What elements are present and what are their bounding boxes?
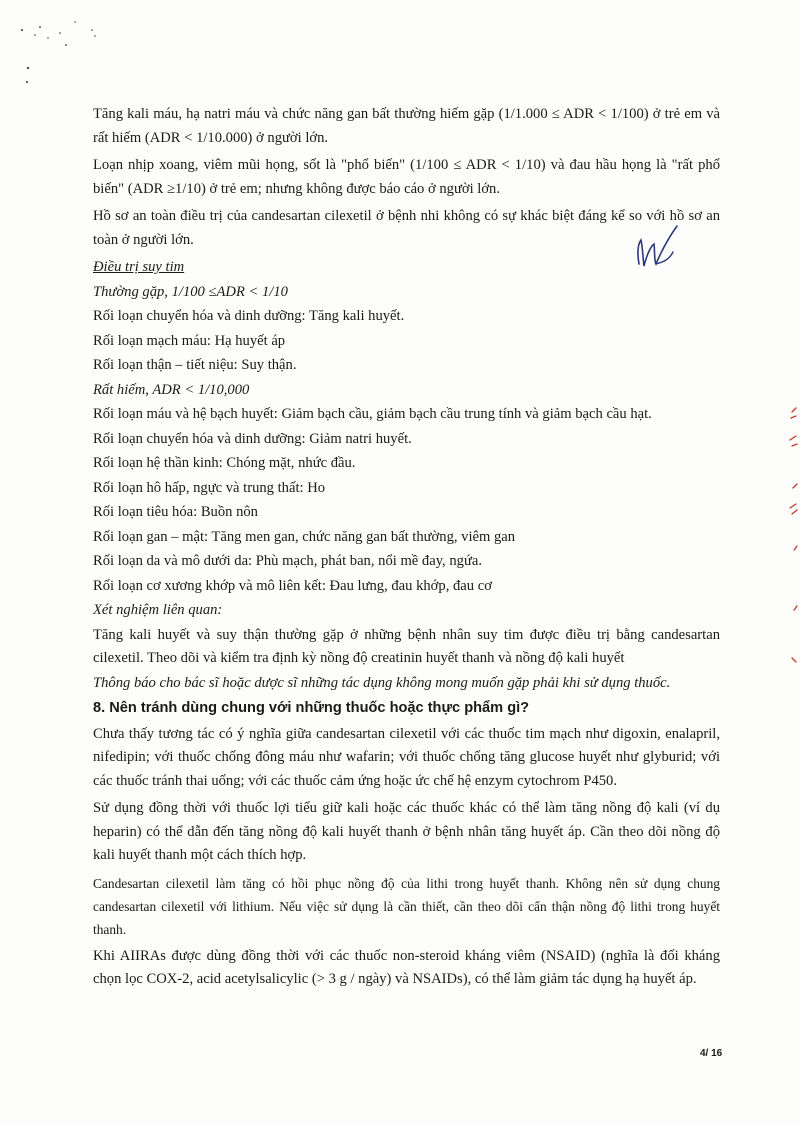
list-item: Rối loạn tiêu hóa: Buồn nôn bbox=[93, 504, 258, 520]
list-item: Rối loạn da và mô dưới da: Phù mạch, phát ban, nổi mề đay, ngứa. bbox=[93, 553, 482, 569]
interaction-paragraph-cardio: Chưa thấy tương tác có ý nghĩa giữa candesartan cilexetil với các thuốc tim mạch như digoxin, enalapril, nifedipin; với thuốc chống đông máu như wafarin; với thuốc chống tăng glucose huyết như glyburid; với các thuốc tránh thai uống; với các thuốc cảm ứng hoặc ức chế hệ enzym cytochrom P450. bbox=[93, 725, 720, 789]
interaction-paragraph-nsaid: Khi AIIRAs được dùng đồng thời với các thuốc non-steroid kháng viêm (NSAID) (nghĩa là đối kháng chọn lọc COX-2, acid acetylsalicylic (> 3 g / ngày) và NSAIDs), có thể làm giảm tác dụng hạ huyết áp. bbox=[93, 947, 720, 987]
list-item: Rối loạn thận – tiết niệu: Suy thận. bbox=[93, 357, 297, 373]
adverse-effects-notice: Thông báo cho bác sĩ hoặc dược sĩ những tác dụng không mong muốn gặp phải khi sử dụng thuốc. bbox=[93, 674, 671, 691]
list-item: Rối loạn hô hấp, ngực và trung thất: Ho bbox=[93, 479, 326, 496]
list-item: Rối loạn máu và hệ bạch huyết: Giảm bạch cầu, giảm bạch cầu trung tính và giảm bạch cầu hạt. bbox=[93, 406, 652, 422]
list-item: Rối loạn cơ xương khớp và mô liên kết: Đau lưng, đau khớp, đau cơ bbox=[93, 577, 492, 594]
paragraph-pediatric-safety: Hồ sơ an toàn điều trị của candesartan cilexetil ở bệnh nhi không có sự khác biệt đáng kể so với hồ sơ an toàn ở người lớn. bbox=[93, 208, 720, 248]
related-tests-paragraph: Tăng kali huyết và suy thận thường gặp ở những bệnh nhân suy tim được điều trị bằng candesartan cilexetil. Theo dõi và kiểm tra định kỳ nồng độ creatinin huyết thanh và nồng độ kali huyết bbox=[93, 626, 720, 666]
interaction-paragraph-potassium: Sử dụng đồng thời với thuốc lợi tiểu giữ kali hoặc các thuốc khác có thể làm tăng nồng độ kali (ví dụ heparin) có thể dẫn đến tăng nồng độ kali huyết thanh ở bệnh nhân tăng huyết áp. Cần theo dõi nồng độ kali huyết thanh một cách thích hợp. bbox=[93, 800, 720, 863]
document-body bbox=[93, 103, 720, 996]
list-item: Rối loạn hệ thần kinh: Chóng mặt, nhức đầu. bbox=[93, 455, 356, 471]
list-item: Rối loạn chuyển hóa và dinh dưỡng: Giảm natri huyết. bbox=[93, 430, 412, 447]
related-tests-label: Xét nghiệm liên quan: bbox=[93, 602, 223, 618]
paragraph-pediatric-arrhythmia: Loạn nhịp xoang, viêm mũi họng, sốt là "phổ biến" (1/100 ≤ ADR < 1/10) và đau hầu họng là "rất phổ biến" (ADR ≥1/10) ở trẻ em; nhưng không được báo cáo ở người lớn. bbox=[93, 157, 720, 197]
page-number: 4/ 16 bbox=[700, 1048, 723, 1059]
rare-frequency-label: Rất hiếm, ADR < 1/10,000 bbox=[93, 381, 250, 398]
list-item: Rối loạn chuyển hóa và dinh dưỡng: Tăng kali huyết. bbox=[93, 308, 405, 324]
list-item: Rối loạn mạch máu: Hạ huyết áp bbox=[93, 332, 286, 349]
heart-failure-heading: Điều trị suy tim bbox=[93, 259, 185, 275]
list-item: Rối loạn gan – mật: Tăng men gan, chức năng gan bất thường, viêm gan bbox=[93, 528, 516, 545]
interaction-paragraph-lithium: Candesartan cilexetil làm tăng có hồi phục nồng độ của lithi trong huyết thanh. Không nên sử dụng chung candesartan cilexetil với lithium. Nếu việc sử dụng là cần thiết, cần theo dõi cẩn thận nồng độ lithi trong huyết thanh. bbox=[93, 875, 720, 937]
common-frequency-label: Thường gặp, 1/100 ≤ADR < 1/10 bbox=[93, 283, 288, 300]
scan-speckle-marks bbox=[0, 0, 120, 100]
red-seal-edge-marks bbox=[780, 400, 800, 680]
paragraph-pediatric-hyperkalemia: Tăng kali máu, hạ natri máu và chức năng gan bất thường hiếm gặp (1/1.000 ≤ ADR < 1/100) ở trẻ em và rất hiếm (ADR < 1/10.000) ở người lớn. bbox=[93, 106, 720, 146]
section-8-heading: 8. Nên tránh dùng chung với những thuốc hoặc thực phẩm gì? bbox=[93, 700, 530, 716]
